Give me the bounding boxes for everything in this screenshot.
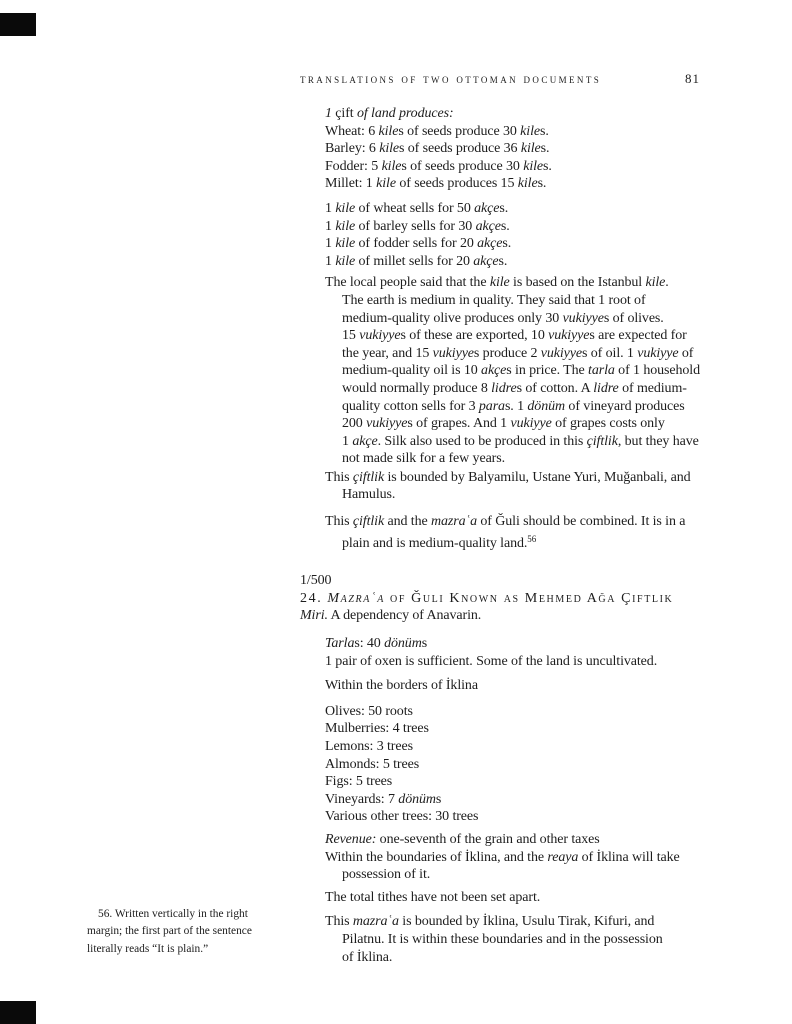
text-segment: vukiyye — [432, 345, 474, 361]
text-segment: s. — [502, 236, 512, 252]
text-segment: akçe — [352, 433, 378, 449]
mazraa-bounded-paragraph-line — [300, 949, 700, 967]
text-segment: of millet sells for 20 — [355, 253, 474, 269]
text-segment: Figs: 5 trees — [325, 774, 393, 790]
text-segment: 56. Written vertically in the right — [98, 908, 248, 920]
text-segment: s. 1 — [504, 398, 528, 414]
local-people-paragraph-line — [300, 433, 700, 451]
text-segment: Within the boundaries of İklina, and the — [325, 849, 548, 865]
text-segment: 1 — [325, 106, 332, 121]
text-segment: of — [678, 345, 694, 361]
text-segment: of Ǧuli Known as Mehmed Ağa Çiftlik — [384, 590, 674, 606]
footnote — [87, 906, 287, 958]
text-segment: 1 — [325, 236, 336, 252]
borders-line-line — [300, 677, 700, 695]
tithes-line-line — [300, 889, 700, 907]
text-segment: Tarla — [325, 636, 355, 652]
text-segment: s produce 2 — [473, 345, 541, 361]
text-segment: akçe — [474, 200, 500, 216]
text-segment: vukiyye — [637, 345, 679, 361]
text-segment: Revenue: — [325, 831, 377, 847]
text-segment: reaya — [547, 849, 579, 865]
text-segment: Lemons: 3 trees — [325, 739, 413, 754]
tree-list-line — [300, 720, 700, 738]
text-segment: 1 — [325, 253, 336, 269]
section-heading-line — [300, 607, 700, 625]
produce-list-line — [300, 105, 700, 123]
local-people-paragraph-line — [300, 450, 700, 468]
text-segment: mazraʿa — [352, 914, 399, 930]
text-segment: akçe — [473, 253, 499, 269]
produce-list-line — [300, 140, 700, 158]
text-segment: s of olives. — [603, 310, 664, 326]
local-people-paragraph-line — [300, 274, 700, 292]
text-segment: Within the borders of İklina — [325, 678, 478, 694]
local-people-paragraph — [300, 274, 700, 468]
text-segment: of grapes costs only — [551, 416, 665, 432]
text-flow — [300, 0, 700, 966]
text-segment: Almonds: 5 trees — [325, 756, 420, 772]
text-segment: akçe — [477, 236, 503, 252]
produce-list-line — [300, 158, 700, 176]
text-segment: 24. — [300, 590, 328, 606]
local-people-paragraph-line — [300, 310, 700, 328]
text-segment: lidre — [491, 380, 517, 396]
text-segment: s — [421, 636, 428, 652]
text-segment: Vineyards: 7 — [325, 791, 399, 807]
text-segment: tarla — [588, 363, 615, 379]
mazraa-bounded-paragraph-line — [300, 913, 700, 931]
text-segment: kile — [381, 158, 402, 174]
tree-list — [300, 703, 700, 826]
text-segment: of land produces: — [356, 106, 454, 121]
tarla-lines-line — [300, 635, 700, 653]
text-segment: kile — [520, 141, 541, 157]
revenue-paragraph-line — [300, 831, 700, 849]
text-segment: kile — [335, 253, 356, 269]
revenue-paragraph-line — [300, 849, 700, 867]
text-segment: . Silk also used to be produced in this — [377, 433, 587, 449]
text-segment: s. — [500, 218, 510, 234]
local-people-paragraph-line — [300, 380, 700, 398]
text-segment: s of grapes. And 1 — [407, 416, 511, 432]
text-segment: Millet: 1 — [325, 176, 377, 192]
text-segment: para — [478, 398, 505, 414]
local-people-paragraph-line — [300, 398, 700, 416]
text-segment: kile — [335, 200, 356, 216]
text-segment: The local people said that the — [325, 275, 490, 291]
tree-list-line — [300, 773, 700, 791]
running-title: translations of two ottoman documents — [300, 72, 602, 86]
section-heading-line — [300, 590, 700, 608]
text-segment: possession of it. — [342, 867, 431, 883]
price-list-line — [300, 218, 700, 236]
text-segment: 1/500 — [300, 573, 332, 589]
text-segment: Wheat: 6 — [325, 123, 379, 139]
text-segment: Fodder: 5 — [325, 158, 382, 174]
text-segment: s of oil. 1 — [582, 345, 638, 361]
text-segment: quality cotton sells for 3 — [342, 398, 479, 414]
text-segment: s are expected for — [589, 328, 687, 344]
tree-list-line — [300, 808, 700, 826]
text-segment: s of cotton. A — [516, 380, 594, 396]
local-people-paragraph-line — [300, 292, 700, 310]
text-segment: s. — [499, 200, 509, 216]
produce-list-line — [300, 175, 700, 193]
text-segment: akçe — [475, 218, 501, 234]
price-list-line — [300, 253, 700, 271]
tree-list-line — [300, 738, 700, 756]
ciftlik-bounded-paragraph-line — [300, 486, 700, 504]
text-segment: çift — [331, 106, 357, 121]
tarla-lines-line — [300, 653, 700, 671]
combine-paragraph — [300, 513, 700, 552]
footnote-line — [87, 923, 287, 940]
text-segment: s in price. The — [506, 363, 589, 379]
text-segment: kile — [645, 275, 666, 291]
text-segment: 15 — [342, 328, 360, 344]
text-segment: kile — [520, 123, 540, 139]
text-segment: of medium- — [618, 380, 687, 396]
mazraa-bounded-paragraph — [300, 913, 700, 966]
text-segment: Various other trees: 30 trees — [325, 809, 479, 825]
price-list-line — [300, 235, 700, 253]
text-segment: is based on the Istanbul — [509, 275, 646, 291]
text-segment: Pilatnu. It is within these boundaries and in the possession — [342, 931, 663, 947]
text-segment: medium-quality oil is 10 — [342, 363, 482, 379]
produce-list-line — [300, 123, 700, 141]
text-segment: vukiyye — [562, 310, 604, 326]
text-segment: kile — [335, 218, 356, 234]
revenue-paragraph — [300, 831, 700, 884]
text-segment: of fodder sells for 20 — [355, 236, 478, 252]
text-segment: kile — [335, 236, 356, 252]
text-segment: Olives: 50 roots — [325, 703, 413, 719]
tree-list-line — [300, 703, 700, 721]
text-segment: dönüm — [398, 791, 436, 807]
ciftlik-bounded-paragraph-line — [300, 469, 700, 487]
text-segment: çiftlik — [352, 469, 385, 485]
revenue-paragraph-line — [300, 866, 700, 884]
local-people-paragraph-line — [300, 362, 700, 380]
text-segment: The total tithes have not been set apart. — [325, 889, 541, 905]
local-people-paragraph-line — [300, 327, 700, 345]
text-segment: 56 — [527, 533, 537, 544]
text-segment: s of seeds produce 30 — [401, 158, 524, 174]
text-segment: vukiyye — [510, 416, 552, 432]
text-segment: Barley: 6 — [325, 141, 380, 157]
tithes-line — [300, 889, 700, 907]
text-segment: mazraʿa — [431, 514, 477, 530]
mazraa-bounded-paragraph-line — [300, 931, 700, 949]
text-segment: vukiyye — [359, 328, 401, 344]
text-segment: lidre — [593, 380, 619, 396]
text-segment: kile — [517, 176, 538, 192]
scan-corner-mark-bottom — [0, 1001, 36, 1024]
text-segment: one-seventh of the grain and other taxes — [376, 831, 600, 847]
text-segment: s of these are exported, 10 — [400, 328, 549, 344]
text-segment: would normally produce 8 — [342, 380, 492, 396]
text-segment: kile — [376, 176, 396, 192]
combine-paragraph-line — [300, 531, 700, 553]
text-segment: of barley sells for 30 — [355, 218, 476, 234]
text-segment: of vineyard produces — [565, 398, 685, 414]
text-column — [300, 0, 700, 966]
text-segment: 1 pair of oxen is sufficient. Some of the land is uncultivated. — [325, 653, 658, 669]
text-segment: s. — [537, 176, 547, 192]
text-segment: s. — [539, 123, 549, 139]
local-people-paragraph-line — [300, 415, 700, 433]
text-segment: 200 — [342, 416, 367, 432]
combine-paragraph-line — [300, 513, 700, 531]
text-segment: Mulberries: 4 trees — [325, 721, 429, 737]
text-segment: vukiyye — [548, 328, 590, 344]
text-segment: of İklina will take — [578, 849, 680, 865]
text-segment: of seeds produces 15 — [395, 176, 518, 192]
text-segment: s: 40 — [354, 636, 385, 652]
text-segment: the year, and 15 — [342, 345, 433, 361]
text-segment: This — [325, 469, 353, 485]
text-segment: akçe — [481, 363, 507, 379]
text-segment: 1 — [325, 218, 336, 234]
text-segment: of İklina. — [342, 949, 393, 965]
text-segment: This — [325, 514, 353, 530]
text-segment: of 1 household — [614, 363, 700, 379]
text-segment: . — [665, 275, 669, 291]
text-segment: A dependency of Anavarin. — [327, 608, 482, 624]
text-segment: çiftlik — [586, 433, 618, 449]
text-segment: kile — [523, 158, 544, 174]
text-segment: This — [325, 914, 353, 930]
text-segment: is bounded by Balyamilu, Ustane Yuri, Muğanbali, and — [384, 469, 691, 485]
text-segment: Miri. — [300, 608, 328, 624]
text-segment: of Ǧuli should be combined. It is in a — [476, 514, 686, 530]
text-segment: vukiyye — [366, 416, 408, 432]
text-segment: Mazraʿa — [327, 590, 385, 606]
text-segment: 1 — [325, 200, 336, 216]
page-header — [300, 71, 700, 87]
local-people-paragraph-line — [300, 345, 700, 363]
text-segment: kile — [489, 275, 510, 291]
text-segment: çiftlik — [352, 514, 385, 530]
text-segment: The earth is medium in quality. They said that 1 root of — [342, 292, 646, 308]
text-segment: margin; the first part of the sentence — [87, 925, 252, 938]
price-list — [300, 200, 700, 270]
section-heading — [300, 572, 700, 625]
text-segment: kile — [378, 123, 399, 139]
text-segment: s of seeds produce 30 — [398, 123, 521, 139]
borders-line — [300, 677, 700, 695]
text-segment: s — [435, 791, 442, 807]
text-segment: literally reads “It is plain.” — [87, 942, 209, 955]
text-segment: dönüm — [384, 636, 422, 652]
text-segment: medium-quality olive produces only 30 — [342, 310, 563, 326]
text-segment: dönüm — [527, 398, 566, 414]
ciftlik-bounded-paragraph — [300, 469, 700, 504]
text-segment: vukiyye — [540, 345, 583, 361]
tree-list-line — [300, 791, 700, 809]
page-number: 81 — [685, 71, 700, 86]
footnote-line — [87, 906, 287, 923]
text-segment: and the — [384, 514, 431, 530]
text-segment: of wheat sells for 50 — [355, 200, 475, 216]
text-segment: plain and is medium-quality land. — [342, 535, 528, 551]
scan-corner-mark-top — [0, 13, 36, 36]
text-segment: , but they have — [617, 433, 699, 449]
price-list-line — [300, 200, 700, 218]
text-segment: Hamulus. — [342, 487, 396, 503]
text-segment: 1 — [342, 433, 353, 449]
footnote-line — [87, 941, 287, 958]
tree-list-line — [300, 756, 700, 774]
section-heading-line — [300, 572, 700, 590]
text-segment: is bounded by İklina, Usulu Tirak, Kifuri, and — [398, 914, 655, 930]
produce-list — [300, 105, 700, 193]
tarla-lines — [300, 635, 700, 670]
text-segment: s. — [540, 141, 550, 157]
text-segment: not made silk for a few years. — [342, 451, 505, 467]
text-segment: kile — [379, 141, 400, 157]
text-segment: s of seeds produce 36 — [399, 141, 521, 157]
text-segment: s. — [498, 253, 508, 269]
text-segment: s. — [543, 158, 552, 174]
